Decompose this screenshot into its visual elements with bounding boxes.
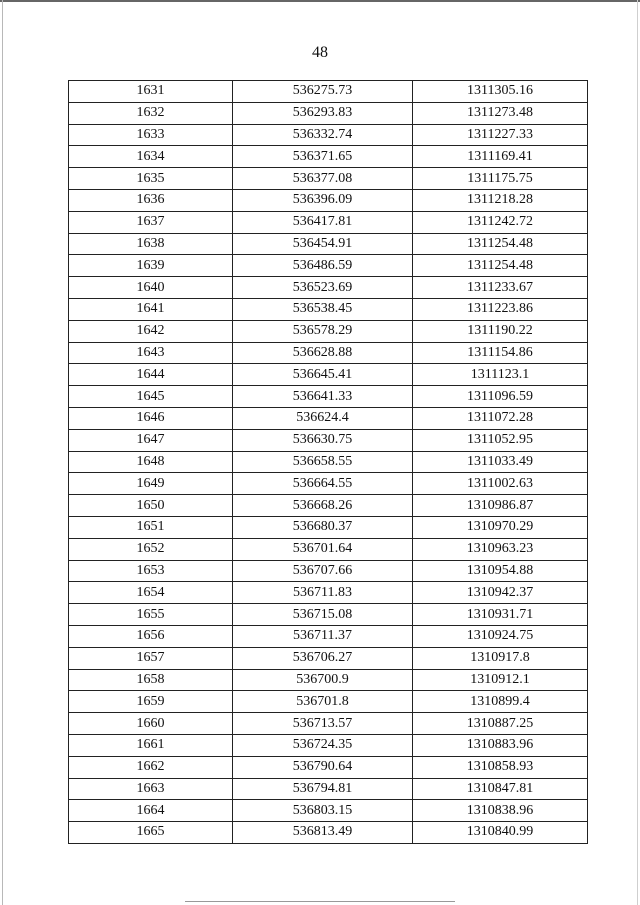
point-number-cell: 1635 [69,168,233,190]
table-row [69,495,588,517]
y-coordinate-cell: 1311218.28 [413,189,588,211]
point-number-cell: 1650 [69,495,233,517]
table-row [69,713,588,735]
table-row [69,102,588,124]
table-row [69,320,588,342]
point-number-cell: 1641 [69,298,233,320]
point-number-cell: 1658 [69,669,233,691]
point-number-cell: 1659 [69,691,233,713]
x-coordinate-cell: 536371.65 [233,146,413,168]
x-coordinate-cell: 536396.09 [233,189,413,211]
point-number-cell: 1648 [69,451,233,473]
table-row [69,647,588,669]
x-coordinate-cell: 536538.45 [233,298,413,320]
point-number-cell: 1665 [69,822,233,844]
table-row [69,756,588,778]
y-coordinate-cell: 1310899.4 [413,691,588,713]
y-coordinate-cell: 1311305.16 [413,81,588,103]
point-number-cell: 1638 [69,233,233,255]
table-row [69,429,588,451]
x-coordinate-cell: 536417.81 [233,211,413,233]
x-coordinate-cell: 536668.26 [233,495,413,517]
point-number-cell: 1663 [69,778,233,800]
point-number-cell: 1645 [69,386,233,408]
table-row [69,451,588,473]
y-coordinate-cell: 1311233.67 [413,277,588,299]
table-row [69,364,588,386]
point-number-cell: 1642 [69,320,233,342]
y-coordinate-cell: 1311254.48 [413,233,588,255]
table-row [69,386,588,408]
y-coordinate-cell: 1310954.88 [413,560,588,582]
x-coordinate-cell: 536711.37 [233,625,413,647]
point-number-cell: 1662 [69,756,233,778]
point-number-cell: 1661 [69,734,233,756]
y-coordinate-cell: 1310912.1 [413,669,588,691]
page-right-edge [637,0,638,905]
point-number-cell: 1657 [69,647,233,669]
point-number-cell: 1644 [69,364,233,386]
x-coordinate-cell: 536701.64 [233,538,413,560]
y-coordinate-cell: 1311072.28 [413,407,588,429]
page-left-edge [2,0,3,905]
x-coordinate-cell: 536664.55 [233,473,413,495]
y-coordinate-cell: 1310970.29 [413,516,588,538]
point-number-cell: 1660 [69,713,233,735]
point-number-cell: 1643 [69,342,233,364]
page-top-edge [0,0,640,2]
point-number-cell: 1640 [69,277,233,299]
x-coordinate-cell: 536724.35 [233,734,413,756]
x-coordinate-cell: 536794.81 [233,778,413,800]
x-coordinate-cell: 536630.75 [233,429,413,451]
y-coordinate-cell: 1310963.23 [413,538,588,560]
table-row [69,800,588,822]
x-coordinate-cell: 536641.33 [233,386,413,408]
point-number-cell: 1664 [69,800,233,822]
x-coordinate-cell: 536293.83 [233,102,413,124]
y-coordinate-cell: 1310840.99 [413,822,588,844]
x-coordinate-cell: 536715.08 [233,604,413,626]
x-coordinate-cell: 536523.69 [233,277,413,299]
x-coordinate-cell: 536706.27 [233,647,413,669]
x-coordinate-cell: 536454.91 [233,233,413,255]
table-row [69,691,588,713]
point-number-cell: 1639 [69,255,233,277]
y-coordinate-cell: 1311175.75 [413,168,588,190]
y-coordinate-cell: 1311190.22 [413,320,588,342]
y-coordinate-cell: 1310924.75 [413,625,588,647]
x-coordinate-cell: 536813.49 [233,822,413,844]
point-number-cell: 1634 [69,146,233,168]
bottom-scan-line [185,901,455,902]
point-number-cell: 1632 [69,102,233,124]
table-row [69,146,588,168]
x-coordinate-cell: 536803.15 [233,800,413,822]
x-coordinate-cell: 536713.57 [233,713,413,735]
y-coordinate-cell: 1310858.93 [413,756,588,778]
table-row [69,189,588,211]
x-coordinate-cell: 536275.73 [233,81,413,103]
table-row [69,342,588,364]
y-coordinate-cell: 1310887.25 [413,713,588,735]
table-row [69,582,588,604]
y-coordinate-cell: 1311273.48 [413,102,588,124]
table-row [69,669,588,691]
y-coordinate-cell: 1311033.49 [413,451,588,473]
point-number-cell: 1631 [69,81,233,103]
point-number-cell: 1653 [69,560,233,582]
x-coordinate-cell: 536701.8 [233,691,413,713]
point-number-cell: 1655 [69,604,233,626]
table-row [69,407,588,429]
coordinates-table [68,80,588,844]
point-number-cell: 1656 [69,625,233,647]
x-coordinate-cell: 536700.9 [233,669,413,691]
y-coordinate-cell: 1310847.81 [413,778,588,800]
y-coordinate-cell: 1310931.71 [413,604,588,626]
y-coordinate-cell: 1311154.86 [413,342,588,364]
table-row [69,168,588,190]
table-row [69,778,588,800]
x-coordinate-cell: 536628.88 [233,342,413,364]
table-row [69,560,588,582]
table-row [69,124,588,146]
point-number-cell: 1646 [69,407,233,429]
x-coordinate-cell: 536711.83 [233,582,413,604]
y-coordinate-cell: 1310986.87 [413,495,588,517]
table-row [69,233,588,255]
point-number-cell: 1647 [69,429,233,451]
table-row [69,81,588,103]
y-coordinate-cell: 1311242.72 [413,211,588,233]
table-row [69,822,588,844]
page-number: 48 [312,44,328,61]
y-coordinate-cell: 1310942.37 [413,582,588,604]
point-number-cell: 1636 [69,189,233,211]
point-number-cell: 1651 [69,516,233,538]
coordinates-table-body [69,81,588,844]
point-number-cell: 1633 [69,124,233,146]
point-number-cell: 1637 [69,211,233,233]
y-coordinate-cell: 1310838.96 [413,800,588,822]
table-row [69,538,588,560]
x-coordinate-cell: 536624.4 [233,407,413,429]
table-row [69,734,588,756]
table-row [69,516,588,538]
table-row [69,277,588,299]
point-number-cell: 1654 [69,582,233,604]
x-coordinate-cell: 536790.64 [233,756,413,778]
y-coordinate-cell: 1311002.63 [413,473,588,495]
y-coordinate-cell: 1311223.86 [413,298,588,320]
x-coordinate-cell: 536486.59 [233,255,413,277]
y-coordinate-cell: 1310917.8 [413,647,588,669]
point-number-cell: 1649 [69,473,233,495]
table-row [69,625,588,647]
y-coordinate-cell: 1311169.41 [413,146,588,168]
x-coordinate-cell: 536377.08 [233,168,413,190]
table-row [69,211,588,233]
x-coordinate-cell: 536658.55 [233,451,413,473]
x-coordinate-cell: 536578.29 [233,320,413,342]
y-coordinate-cell: 1311227.33 [413,124,588,146]
y-coordinate-cell: 1311096.59 [413,386,588,408]
x-coordinate-cell: 536707.66 [233,560,413,582]
point-number-cell: 1652 [69,538,233,560]
table-row [69,298,588,320]
table-row [69,604,588,626]
x-coordinate-cell: 536645.41 [233,364,413,386]
y-coordinate-cell: 1311123.1 [413,364,588,386]
table-row [69,255,588,277]
y-coordinate-cell: 1310883.96 [413,734,588,756]
x-coordinate-cell: 536332.74 [233,124,413,146]
table-row [69,473,588,495]
y-coordinate-cell: 1311052.95 [413,429,588,451]
x-coordinate-cell: 536680.37 [233,516,413,538]
y-coordinate-cell: 1311254.48 [413,255,588,277]
